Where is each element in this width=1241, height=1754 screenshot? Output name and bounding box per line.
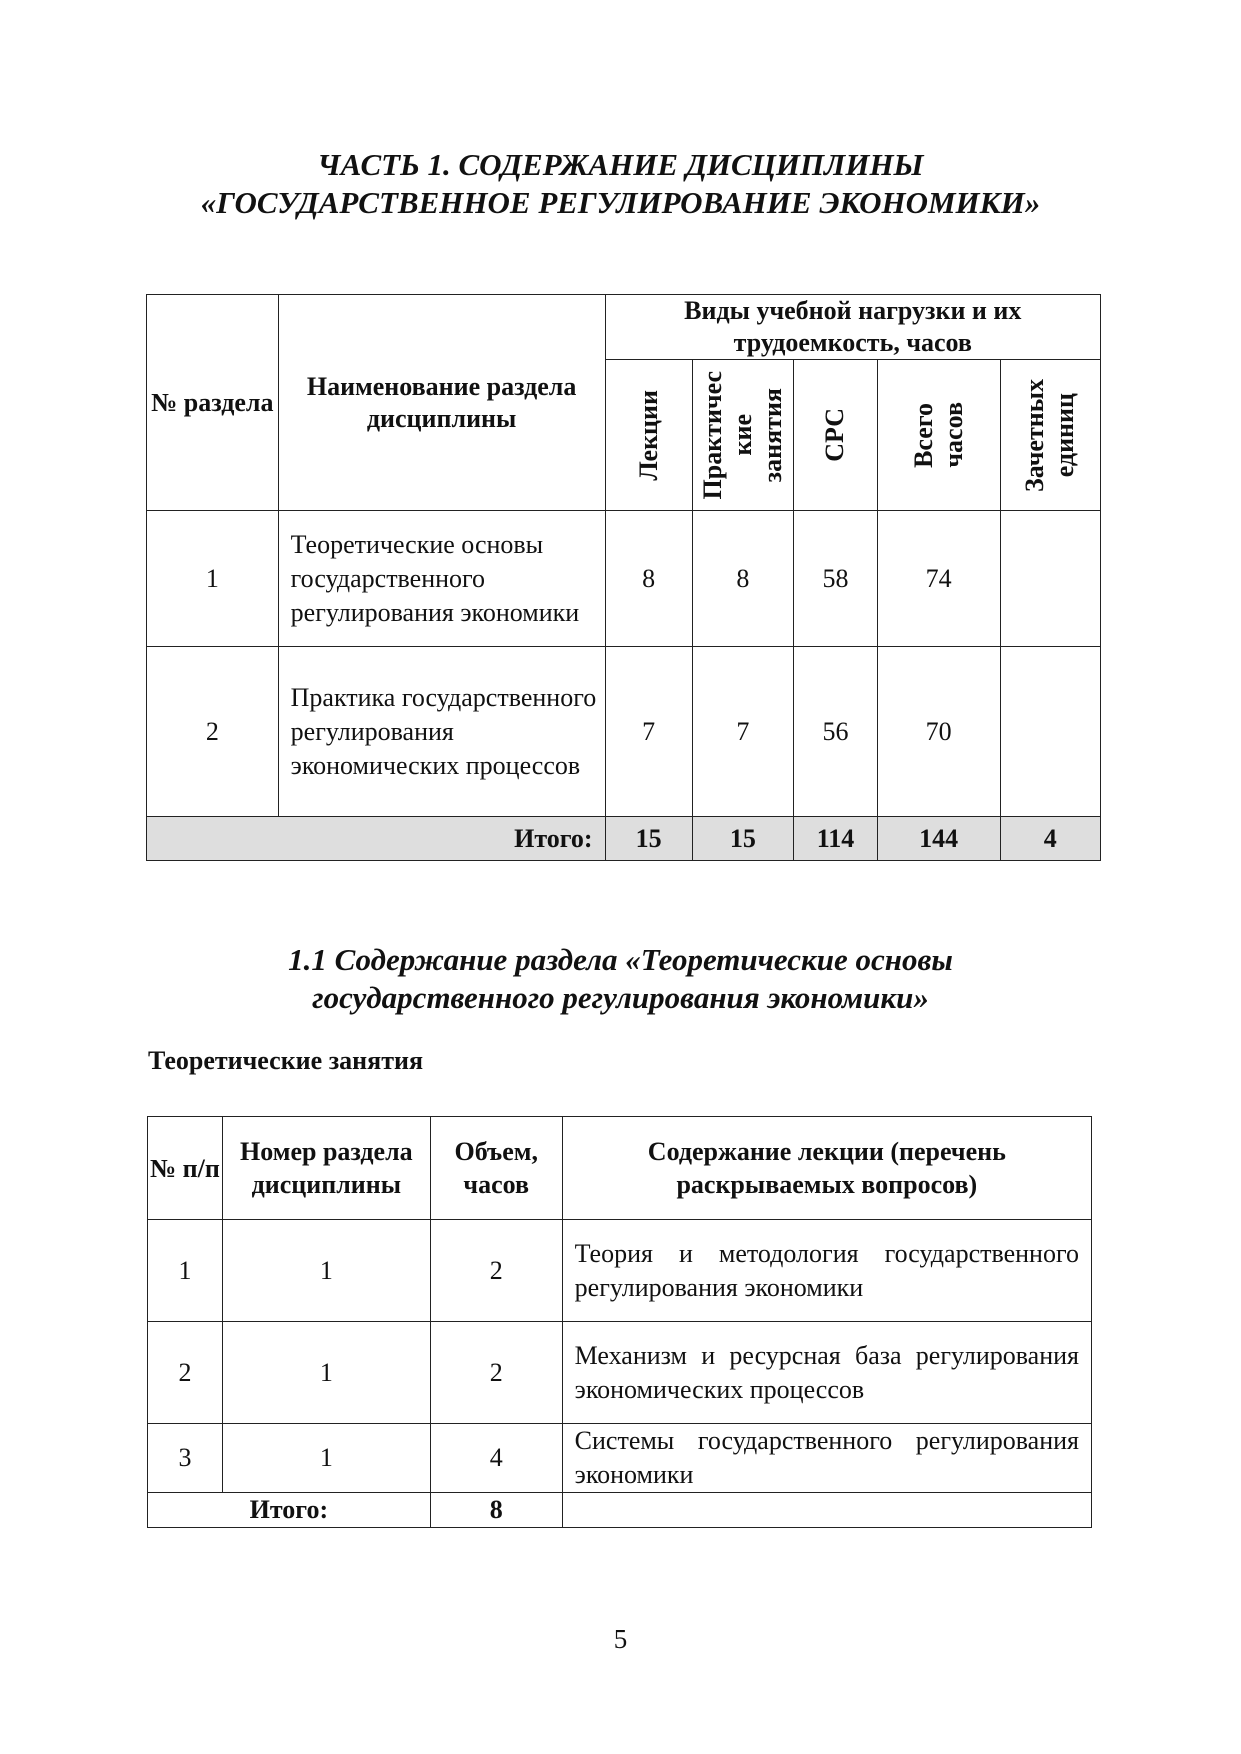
row-no: 1: [148, 1220, 223, 1322]
total-label: Итого:: [148, 1493, 431, 1528]
row-content: Системы государственного регулирования экономики: [562, 1424, 1091, 1493]
header-practical-line2: кие: [727, 414, 757, 456]
discipline-load-table: [146, 294, 1101, 861]
row-content: Теория и методология государственного регулирования экономики: [562, 1220, 1091, 1322]
table-row: [147, 511, 1101, 647]
header-srs-label: СРС: [820, 408, 850, 462]
row-lectures: 8: [605, 511, 692, 647]
header-credits: [1000, 360, 1100, 511]
row-section: 1: [222, 1424, 430, 1493]
lecture-content-table: [147, 1116, 1092, 1528]
total-srs: 114: [794, 817, 878, 861]
row-practical: 7: [692, 647, 794, 817]
header-lectures: [605, 360, 692, 511]
row-total: 74: [877, 511, 1000, 647]
row-name: Теоретические основы государственного регулирования экономики: [278, 511, 605, 647]
total-hours: 144: [877, 817, 1000, 861]
title-line-1: ЧАСТЬ 1. СОДЕРЖАНИЕ ДИСЦИПЛИНЫ: [317, 147, 924, 182]
header-load-group: Виды учебной нагрузки и их трудоемкость, часов: [605, 295, 1100, 360]
subheading-theoretical: Теоретические занятия: [148, 1046, 424, 1075]
row-total: 70: [877, 647, 1000, 817]
row-no: 2: [147, 647, 279, 817]
table2-total-row: [148, 1493, 1092, 1528]
header-srs: [794, 360, 878, 511]
total-label: Итого:: [147, 817, 606, 861]
row-content: Механизм и ресурсная база регулирования экономических процессов: [562, 1322, 1091, 1424]
row-practical: 8: [692, 511, 794, 647]
header-practical-line3: занятия: [757, 387, 787, 483]
header-section-name: Наименование раздела дисциплины: [278, 295, 605, 511]
header-credits-line1: Зачетных: [1020, 378, 1050, 492]
row-name: Практика государственного регулирования экономических процессов: [278, 647, 605, 817]
header-total-hours: [877, 360, 1000, 511]
table-row: [148, 1322, 1092, 1424]
row-srs: 56: [794, 647, 878, 817]
title-line-2: «ГОСУДАРСТВЕННОЕ РЕГУЛИРОВАНИЕ ЭКОНОМИКИ»: [200, 185, 1041, 220]
section-heading-line-1: 1.1 Содержание раздела «Теоретические основы: [288, 942, 953, 977]
document-title: [0, 146, 1241, 222]
header-content: Содержание лекции (перечень раскрываемых вопросов): [562, 1117, 1091, 1220]
row-section: 1: [222, 1322, 430, 1424]
total-empty-cell: [562, 1493, 1091, 1528]
table-row: [148, 1220, 1092, 1322]
header-credits-line2: единиц: [1050, 392, 1080, 478]
row-section: 1: [222, 1220, 430, 1322]
header-lectures-label: Лекции: [633, 389, 663, 481]
row-srs: 58: [794, 511, 878, 647]
table-row: [148, 1424, 1092, 1493]
total-lectures: 15: [605, 817, 692, 861]
row-hours: 2: [430, 1322, 562, 1424]
table-row: [147, 647, 1101, 817]
row-hours: 4: [430, 1424, 562, 1493]
section-heading: [0, 941, 1241, 1017]
header-volume: Объем, часов: [430, 1117, 562, 1220]
table1-header-row-1: [147, 295, 1101, 360]
header-practical-line1: Практичес: [697, 370, 727, 500]
row-credits: [1000, 511, 1100, 647]
section-heading-line-2: государственного регулирования экономики»: [312, 980, 929, 1015]
row-lectures: 7: [605, 647, 692, 817]
header-section-number: Номер раздела дисциплины: [222, 1117, 430, 1220]
header-practical: [692, 360, 794, 511]
row-hours: 2: [430, 1220, 562, 1322]
total-practical: 15: [692, 817, 794, 861]
page-number: 5: [613, 1624, 628, 1654]
row-credits: [1000, 647, 1100, 817]
header-no: № п/п: [148, 1117, 223, 1220]
total-hours: 8: [430, 1493, 562, 1528]
row-no: 2: [148, 1322, 223, 1424]
table2-header-row: [148, 1117, 1092, 1220]
table1-total-row: [147, 817, 1101, 861]
total-credits: 4: [1000, 817, 1100, 861]
row-no: 1: [147, 511, 279, 647]
header-section-no: № раздела: [147, 295, 279, 511]
header-total-line2: часов: [938, 402, 968, 468]
header-total-line1: Всего: [908, 402, 938, 468]
row-no: 3: [148, 1424, 223, 1493]
